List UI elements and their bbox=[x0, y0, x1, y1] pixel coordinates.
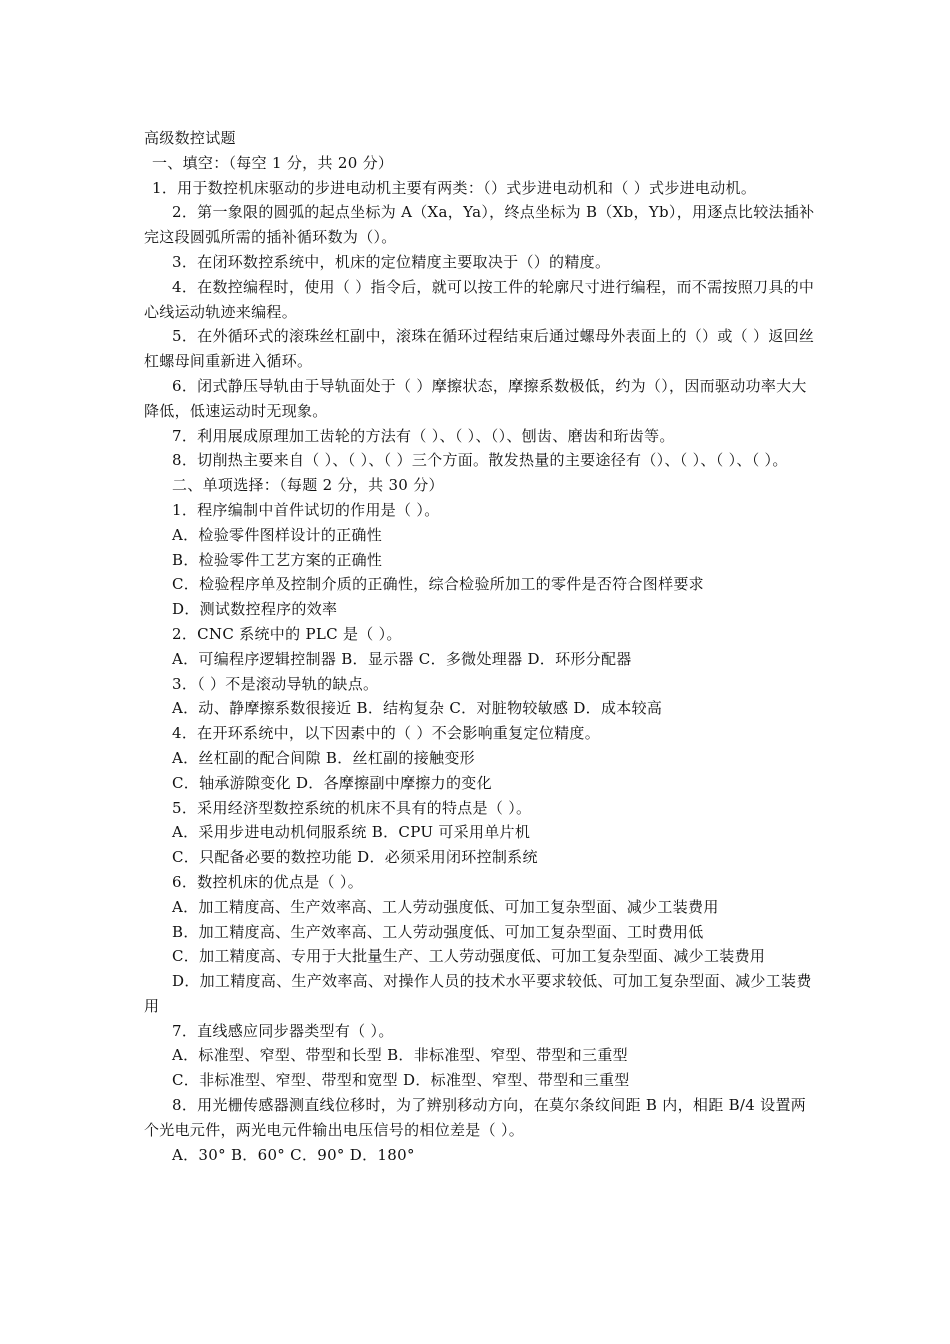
fill-question-5: 5．在外循环式的滚珠丝杠副中，滚珠在循环过程结束后通过螺母外表面上的（）或（ ）返回丝杠螺母间重新进入循环。 bbox=[144, 327, 815, 371]
choice-option: C．非标准型、窄型、带型和宽型 D．标准型、窄型、带型和三重型 bbox=[172, 1071, 630, 1090]
fill-question-6: 6．闭式静压导轨由于导轨面处于（ ）摩擦状态，摩擦系数极低，约为（），因而驱动功率大大降低，低速运动时无现象。 bbox=[144, 376, 807, 420]
choice-option: A．30° B．60° C．90° D．180° bbox=[172, 1145, 415, 1164]
choice-option: C．轴承游隙变化 D．各摩擦副中摩擦力的变化 bbox=[172, 773, 492, 792]
section-heading-fill: 一、填空：（每空 1 分，共 20 分） bbox=[152, 153, 394, 172]
choice-question-1: 1．程序编制中首件试切的作用是（ ）。 bbox=[172, 500, 440, 519]
choice-option: A．加工精度高、生产效率高、工人劳动强度低、可加工复杂型面、减少工装费用 bbox=[172, 897, 719, 916]
choice-question-8: 8．用光栅传感器测直线位移时，为了辨别移动方向，在莫尔条纹间距 B 内，相距 B/4 设置两个光电元件，两光电元件输出电压信号的相位差是（ ）。 bbox=[144, 1096, 807, 1139]
document-body bbox=[144, 126, 816, 1167]
choice-option: A．检验零件图样设计的正确性 bbox=[172, 525, 383, 544]
fill-question-7: 7．利用展成原理加工齿轮的方法有（ ）、（ ）、（）、刨齿、磨齿和珩齿等。 bbox=[172, 426, 675, 445]
choice-question-3: 3．（ ）不是滚动导轨的缺点。 bbox=[172, 674, 379, 693]
choice-option: A．采用步进电动机伺服系统 B．CPU 可采用单片机 bbox=[172, 823, 531, 842]
fill-question-1: 1．用于数控机床驱动的步进电动机主要有两类：（）式步进电动机和（ ）式步进电动机。 bbox=[152, 178, 757, 197]
choice-question-4: 4．在开环系统中，以下因素中的（ ）不会影响重复定位精度。 bbox=[172, 724, 601, 743]
fill-question-8: 8．切削热主要来自（ ）、（ ）、（ ）三个方面。散发热量的主要途径有（）、（ ）、（ ）、（ ）。 bbox=[172, 451, 788, 470]
choice-question-6: 6．数控机床的优点是（ ）。 bbox=[172, 872, 364, 891]
choice-option: A．可编程序逻辑控制器 B．显示器 C．多微处理器 D．环形分配器 bbox=[172, 649, 632, 668]
choice-option: A．动、静摩擦系数很接近 B．结构复杂 C．对脏物较敏感 D．成本较高 bbox=[172, 699, 663, 718]
choice-option: A．丝杠副的配合间隙 B．丝杠副的接触变形 bbox=[172, 748, 475, 767]
fill-question-4: 4．在数控编程时，使用（ ）指令后，就可以按工件的轮廓尺寸进行编程，而不需按照刀具的中心线运动轨迹来编程。 bbox=[144, 277, 815, 321]
choice-option: A．标准型、窄型、带型和长型 B．非标准型、窄型、带型和三重型 bbox=[172, 1046, 628, 1065]
choice-option: D．加工精度高、生产效率高、对操作人员的技术水平要求较低、可加工复杂型面、减少工装费用 bbox=[144, 972, 812, 1015]
fill-question-3: 3．在闭环数控系统中，机床的定位精度主要取决于（）的精度。 bbox=[172, 252, 611, 271]
fill-question-2: 2．第一象限的圆弧的起点坐标为 A（Xa，Ya），终点坐标为 B（Xb，Yb），用逐点比较法插补完这段圆弧所需的插补循环数为（）。 bbox=[144, 203, 815, 247]
choice-option: D．测试数控程序的效率 bbox=[172, 600, 338, 619]
section-heading-choice: 二、单项选择：（每题 2 分，共 30 分） bbox=[172, 476, 444, 495]
choice-option: C．加工精度高、专用于大批量生产、工人劳动强度低、可加工复杂型面、减少工装费用 bbox=[172, 947, 766, 966]
choice-question-7: 7．直线感应同步器类型有（ ）。 bbox=[172, 1021, 394, 1040]
document-title: 高级数控试题 bbox=[144, 129, 236, 147]
choice-question-2: 2．CNC 系统中的 PLC 是（ ）。 bbox=[172, 624, 402, 643]
choice-option: B．检验零件工艺方案的正确性 bbox=[172, 550, 383, 569]
choice-question-5: 5．采用经济型数控系统的机床不具有的特点是（ ）。 bbox=[172, 798, 532, 817]
choice-option: C．只配备必要的数控功能 D．必须采用闭环控制系统 bbox=[172, 848, 538, 867]
choice-option: B．加工精度高、生产效率高、工人劳动强度低、可加工复杂型面、工时费用低 bbox=[172, 922, 704, 941]
choice-option: C．检验程序单及控制介质的正确性，综合检验所加工的零件是否符合图样要求 bbox=[172, 575, 704, 594]
